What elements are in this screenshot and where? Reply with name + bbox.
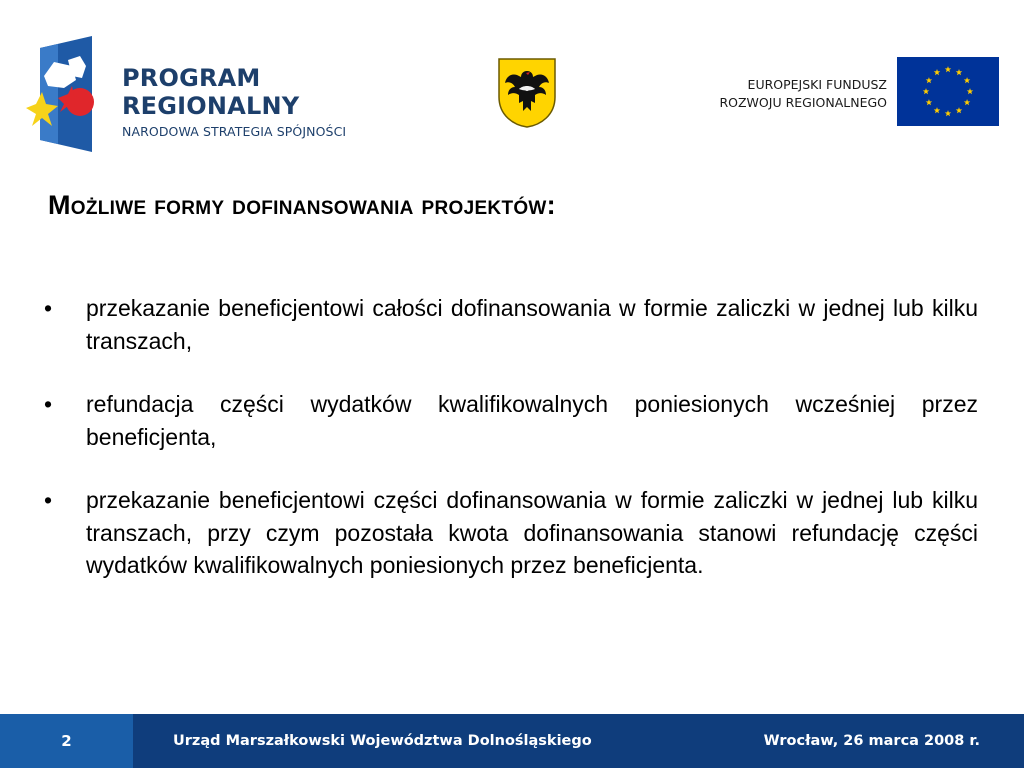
program-regionalny-logo [24, 36, 374, 152]
slide-title: Możliwe formy dofinansowania projektów: [48, 190, 556, 220]
bullet-text: refundacja części wydatków kwalifikowalnych poniesionych wcześniej przez beneficjenta, [86, 391, 978, 450]
bullet-item [44, 484, 978, 582]
coat-of-arms-icon [497, 57, 557, 129]
page-number: 2 [0, 714, 133, 768]
eu-fund-line-1: EUROPEJSKI FUNDUSZ [747, 77, 887, 92]
bullet-marker: • [44, 391, 53, 417]
eu-fund-name [719, 76, 887, 112]
bullet-marker: • [44, 295, 53, 321]
eu-flag-icon [897, 57, 999, 126]
footer-organization: Urząd Marszałkowski Województwa Dolnośląskiego [173, 733, 592, 749]
bullet-marker: • [44, 487, 53, 513]
bullet-text: przekazanie beneficjentowi części dofinansowania w formie zaliczki w jednej lub kilku transzach, przy czym pozostała kwota dofinansowania stanowi refundację części wydatków kwalifikowalnych poniesionych przez beneficjenta. [86, 487, 978, 578]
bullet-item [44, 388, 978, 453]
bullet-list [44, 292, 978, 613]
program-regionalny-mark-icon [24, 36, 118, 152]
bullet-text: przekazanie beneficjentowi całości dofinansowania w formie zaliczki w jednej lub kilku transzach, [86, 295, 978, 354]
footer-bar [0, 714, 1024, 768]
program-logo-line-2: REGIONALNY [122, 92, 300, 120]
program-logo-line-1: PROGRAM [122, 64, 261, 92]
eu-fund-line-2: ROZWOJU REGIONALNEGO [719, 95, 887, 110]
footer-place-date: Wrocław, 26 marca 2008 r. [763, 733, 980, 749]
program-logo-line-3: NARODOWA STRATEGIA SPÓJNOŚCI [122, 124, 347, 139]
bullet-item [44, 292, 978, 357]
